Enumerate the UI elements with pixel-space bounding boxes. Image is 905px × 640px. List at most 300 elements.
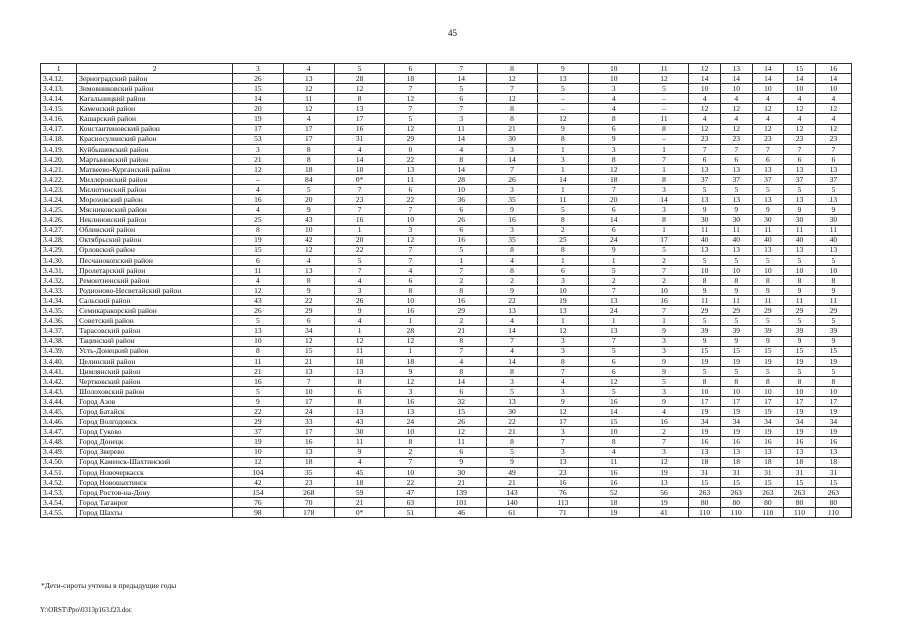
row-name: Город Шахты bbox=[77, 508, 233, 518]
table-cell: 10 bbox=[334, 164, 385, 174]
table-cell: 19 bbox=[537, 296, 588, 306]
table-cell: 3 bbox=[537, 387, 588, 397]
table-cell: 12 bbox=[334, 84, 385, 94]
table-cell: 29 bbox=[233, 417, 284, 427]
table-row bbox=[41, 477, 852, 487]
table-cell: 13 bbox=[537, 457, 588, 467]
table-cell: 28 bbox=[334, 74, 385, 84]
row-name: Зерноградский район bbox=[77, 74, 233, 84]
table-cell: – bbox=[639, 134, 689, 144]
table-cell: 11 bbox=[334, 346, 385, 356]
table-cell: 8 bbox=[639, 215, 689, 225]
table-cell: 35 bbox=[487, 235, 538, 245]
table-cell: 9 bbox=[639, 366, 689, 376]
page-number: 45 bbox=[448, 28, 457, 38]
row-name: Усть-Донецкий район bbox=[77, 346, 233, 356]
table-cell: 6 bbox=[815, 154, 851, 164]
table-cell: 8 bbox=[233, 225, 284, 235]
table-cell: 13 bbox=[815, 195, 851, 205]
row-name: Чертковский район bbox=[77, 376, 233, 386]
table-cell: 31 bbox=[784, 467, 816, 477]
table-cell: 10 bbox=[233, 447, 284, 457]
table-cell: 16 bbox=[233, 195, 284, 205]
table-cell: 30 bbox=[334, 427, 385, 437]
table-cell: 4 bbox=[385, 265, 436, 275]
table-cell: 23 bbox=[537, 467, 588, 477]
table-cell: 3 bbox=[537, 346, 588, 356]
table-cell: 10 bbox=[752, 84, 784, 94]
table-cell: 8 bbox=[752, 275, 784, 285]
table-cell: 7 bbox=[385, 104, 436, 114]
table-cell: 80 bbox=[720, 498, 752, 508]
table-cell: 39 bbox=[784, 326, 816, 336]
table-cell: 1 bbox=[537, 316, 588, 326]
table-cell: 13 bbox=[487, 306, 538, 316]
table-cell: 1 bbox=[639, 316, 689, 326]
table-cell: 6 bbox=[436, 225, 487, 235]
header-cell: 16 bbox=[815, 64, 851, 74]
table-cell: 4 bbox=[537, 376, 588, 386]
table-cell: 45 bbox=[334, 467, 385, 477]
table-cell: 9 bbox=[334, 306, 385, 316]
table-cell: 11 bbox=[720, 225, 752, 235]
row-name: Город Волгодонск bbox=[77, 417, 233, 427]
table-cell: 22 bbox=[283, 296, 334, 306]
table-cell: 41 bbox=[639, 508, 689, 518]
row-code: 3.4.32. bbox=[41, 275, 77, 285]
table-cell: 70 bbox=[283, 498, 334, 508]
table-cell: 18 bbox=[385, 356, 436, 366]
table-cell: 14 bbox=[588, 407, 639, 417]
table-cell: 7 bbox=[537, 437, 588, 447]
table-row bbox=[41, 215, 852, 225]
table-cell: 15 bbox=[588, 417, 639, 427]
table-cell: 2 bbox=[639, 427, 689, 437]
table-cell: 15 bbox=[784, 477, 816, 487]
table-cell: 16 bbox=[334, 215, 385, 225]
table-cell: 34 bbox=[815, 417, 851, 427]
table-cell: 19 bbox=[639, 498, 689, 508]
row-name: Город Зверево bbox=[77, 447, 233, 457]
table-cell: 9 bbox=[639, 397, 689, 407]
table-cell: 8 bbox=[752, 376, 784, 386]
row-code: 3.4.54. bbox=[41, 498, 77, 508]
table-cell: 4 bbox=[334, 144, 385, 154]
table-cell: 8 bbox=[283, 144, 334, 154]
table-cell: 2 bbox=[639, 275, 689, 285]
header-cell: 4 bbox=[283, 64, 334, 74]
table-cell: 19 bbox=[784, 407, 816, 417]
table-cell: 21 bbox=[436, 477, 487, 487]
table-cell: 6 bbox=[436, 205, 487, 215]
table-cell: 9 bbox=[283, 205, 334, 215]
table-cell: 19 bbox=[720, 407, 752, 417]
table-row bbox=[41, 467, 852, 477]
table-cell: 5 bbox=[720, 316, 752, 326]
table-cell: 9 bbox=[487, 457, 538, 467]
table-cell: 8 bbox=[689, 275, 721, 285]
table-cell: 3 bbox=[537, 447, 588, 457]
table-cell: 22 bbox=[233, 407, 284, 417]
table-cell: 16 bbox=[588, 397, 639, 407]
table-cell: 7 bbox=[720, 144, 752, 154]
table-cell: 3 bbox=[487, 225, 538, 235]
table-cell: 5 bbox=[537, 84, 588, 94]
table-cell: 7 bbox=[487, 336, 538, 346]
table-cell: 40 bbox=[815, 235, 851, 245]
table-cell: 15 bbox=[436, 407, 487, 417]
table-cell: 42 bbox=[233, 477, 284, 487]
table-cell: 13 bbox=[815, 164, 851, 174]
table-row bbox=[41, 407, 852, 417]
table-cell: 19 bbox=[752, 356, 784, 366]
table-cell: 9 bbox=[752, 286, 784, 296]
table-cell: 5 bbox=[639, 84, 689, 94]
row-name: Город Азов bbox=[77, 397, 233, 407]
table-cell: 33 bbox=[283, 417, 334, 427]
table-cell: 9 bbox=[752, 336, 784, 346]
row-name: Советский район bbox=[77, 316, 233, 326]
table-cell: 21 bbox=[233, 154, 284, 164]
table-cell: 13 bbox=[752, 195, 784, 205]
table-cell: 14 bbox=[815, 74, 851, 84]
table-cell: 4 bbox=[233, 185, 284, 195]
table-cell: 9 bbox=[436, 457, 487, 467]
table-cell: 13 bbox=[334, 407, 385, 417]
table-cell: 23 bbox=[752, 134, 784, 144]
table-cell: 110 bbox=[752, 508, 784, 518]
table-cell: 12 bbox=[487, 94, 538, 104]
table-cell: 3 bbox=[487, 185, 538, 195]
row-name: Песчанокопский район bbox=[77, 255, 233, 265]
table-row bbox=[41, 397, 852, 407]
table-cell: 76 bbox=[233, 498, 284, 508]
row-name: Константиновский район bbox=[77, 124, 233, 134]
table-cell: 15 bbox=[283, 346, 334, 356]
table-cell: 5 bbox=[689, 185, 721, 195]
table-cell: 12 bbox=[385, 336, 436, 346]
table-cell: 13 bbox=[537, 74, 588, 84]
table-cell: 12 bbox=[815, 124, 851, 134]
table-cell: 30 bbox=[487, 407, 538, 417]
table-row bbox=[41, 195, 852, 205]
table-cell: 29 bbox=[436, 306, 487, 316]
table-cell: 8 bbox=[487, 104, 538, 114]
table-cell: 46 bbox=[436, 508, 487, 518]
table-cell: 9 bbox=[815, 205, 851, 215]
table-cell: 3 bbox=[639, 205, 689, 215]
table-cell: 32 bbox=[436, 397, 487, 407]
table-cell: 22 bbox=[385, 154, 436, 164]
table-cell: 16 bbox=[385, 306, 436, 316]
table-cell: 16 bbox=[639, 417, 689, 427]
table-cell: 21 bbox=[487, 124, 538, 134]
table-cell: 7 bbox=[815, 144, 851, 154]
table-cell: 16 bbox=[689, 437, 721, 447]
table-cell: 5 bbox=[487, 447, 538, 457]
table-cell: 1 bbox=[588, 255, 639, 265]
table-cell: 12 bbox=[385, 235, 436, 245]
table-cell: 8 bbox=[334, 94, 385, 104]
table-cell: 8 bbox=[487, 366, 538, 376]
table-cell: 13 bbox=[283, 447, 334, 457]
table-cell: 18 bbox=[283, 164, 334, 174]
table-cell: 12 bbox=[639, 457, 689, 467]
table-cell: 8 bbox=[720, 275, 752, 285]
table-cell: 15 bbox=[689, 346, 721, 356]
table-cell: 9 bbox=[784, 286, 816, 296]
table-cell: 12 bbox=[537, 114, 588, 124]
table-cell: 7 bbox=[385, 205, 436, 215]
table-cell: 14 bbox=[487, 154, 538, 164]
table-cell: 9 bbox=[639, 356, 689, 366]
table-cell: 12 bbox=[283, 104, 334, 114]
table-cell: 17 bbox=[283, 397, 334, 407]
table-cell: 11 bbox=[752, 225, 784, 235]
header-row bbox=[41, 64, 852, 74]
row-code: 3.4.52. bbox=[41, 477, 77, 487]
table-cell: 43 bbox=[334, 417, 385, 427]
table-cell: 13 bbox=[720, 245, 752, 255]
table-cell: 8 bbox=[815, 376, 851, 386]
table-cell: 10 bbox=[283, 225, 334, 235]
table-cell: 30 bbox=[752, 215, 784, 225]
table-cell: 12 bbox=[385, 376, 436, 386]
table-cell: 12 bbox=[537, 326, 588, 336]
table-cell: 6 bbox=[385, 185, 436, 195]
table-cell: 10 bbox=[385, 215, 436, 225]
row-name: Зимовниковский район bbox=[77, 84, 233, 94]
table-row bbox=[41, 144, 852, 154]
table-cell: 7 bbox=[385, 457, 436, 467]
row-code: 3.4.48. bbox=[41, 437, 77, 447]
row-name: Каменский район bbox=[77, 104, 233, 114]
header-cell: 2 bbox=[77, 64, 233, 74]
table-cell: 17 bbox=[537, 417, 588, 427]
table-cell: 9 bbox=[815, 336, 851, 346]
table-cell: 26 bbox=[436, 417, 487, 427]
table-cell: 5 bbox=[784, 316, 816, 326]
table-cell: 2 bbox=[436, 275, 487, 285]
table-cell: 1 bbox=[334, 225, 385, 235]
table-cell: 13 bbox=[720, 447, 752, 457]
table-cell: 18 bbox=[588, 498, 639, 508]
table-cell: 9 bbox=[283, 286, 334, 296]
row-name: Обливский район bbox=[77, 225, 233, 235]
table-cell: 29 bbox=[815, 306, 851, 316]
table-cell: 6 bbox=[436, 387, 487, 397]
table-cell: 17 bbox=[720, 397, 752, 407]
table-cell: 11 bbox=[689, 296, 721, 306]
table-cell: 4 bbox=[588, 104, 639, 114]
table-cell: 11 bbox=[334, 437, 385, 447]
table-cell: 15 bbox=[720, 346, 752, 356]
row-name: Куйбышевский район bbox=[77, 144, 233, 154]
table-row bbox=[41, 356, 852, 366]
table-cell: 11 bbox=[815, 225, 851, 235]
table-cell: 16 bbox=[752, 437, 784, 447]
table-cell: 11 bbox=[784, 296, 816, 306]
table-row bbox=[41, 508, 852, 518]
table-cell: 3 bbox=[639, 447, 689, 457]
table-row bbox=[41, 134, 852, 144]
table-cell: 1 bbox=[537, 185, 588, 195]
row-code: 3.4.27. bbox=[41, 225, 77, 235]
table-cell: 24 bbox=[588, 306, 639, 316]
table-cell: 7 bbox=[436, 265, 487, 275]
table-cell: 18 bbox=[784, 457, 816, 467]
table-cell: 23 bbox=[689, 134, 721, 144]
table-cell: 11 bbox=[752, 296, 784, 306]
table-cell: 11 bbox=[784, 225, 816, 235]
table-cell: 9 bbox=[689, 336, 721, 346]
table-cell: 12 bbox=[283, 84, 334, 94]
table-cell: 59 bbox=[334, 487, 385, 497]
table-cell: 24 bbox=[385, 417, 436, 427]
table-row bbox=[41, 175, 852, 185]
table-cell: 8 bbox=[815, 275, 851, 285]
table-cell: 10 bbox=[815, 84, 851, 94]
table-cell: 5 bbox=[334, 255, 385, 265]
table-cell: 14 bbox=[720, 74, 752, 84]
table-cell: 1 bbox=[385, 316, 436, 326]
table-cell: 8 bbox=[537, 215, 588, 225]
table-cell: 13 bbox=[487, 397, 538, 407]
table-cell: 13 bbox=[283, 74, 334, 84]
table-cell: 5 bbox=[720, 366, 752, 376]
table-cell: 8 bbox=[487, 245, 538, 255]
table-cell: 16 bbox=[720, 437, 752, 447]
table-cell: 31 bbox=[752, 467, 784, 477]
table-cell: 12 bbox=[283, 245, 334, 255]
row-name: Город Батайск bbox=[77, 407, 233, 417]
table-cell: – bbox=[233, 175, 284, 185]
table-row bbox=[41, 185, 852, 195]
table-cell: 39 bbox=[815, 326, 851, 336]
row-code: 3.4.55. bbox=[41, 508, 77, 518]
table-cell: 7 bbox=[385, 245, 436, 255]
table-cell: 5 bbox=[752, 316, 784, 326]
table-cell: 12 bbox=[784, 104, 816, 114]
table-cell: 9 bbox=[537, 397, 588, 407]
table-cell: 15 bbox=[815, 477, 851, 487]
table-cell: 40 bbox=[720, 235, 752, 245]
table-cell: – bbox=[537, 104, 588, 114]
table-cell: 11 bbox=[639, 114, 689, 124]
table-cell: 8 bbox=[537, 134, 588, 144]
table-cell: 3 bbox=[487, 376, 538, 386]
table-cell: 10 bbox=[689, 387, 721, 397]
table-cell: 19 bbox=[588, 508, 639, 518]
table-cell: 110 bbox=[689, 508, 721, 518]
table-cell: 178 bbox=[283, 508, 334, 518]
table-cell: 6 bbox=[588, 366, 639, 376]
table-cell: 19 bbox=[639, 467, 689, 477]
table-cell: 71 bbox=[537, 508, 588, 518]
table-cell: 12 bbox=[720, 124, 752, 134]
table-cell: 8 bbox=[283, 275, 334, 285]
table-cell: 9 bbox=[784, 205, 816, 215]
table-cell: 22 bbox=[487, 417, 538, 427]
table-cell: 10 bbox=[784, 265, 816, 275]
table-cell: 110 bbox=[815, 508, 851, 518]
table-cell: 14 bbox=[436, 134, 487, 144]
table-cell: 4 bbox=[752, 114, 784, 124]
table-cell: 5 bbox=[752, 255, 784, 265]
table-cell: 80 bbox=[752, 498, 784, 508]
table-cell: 12 bbox=[689, 104, 721, 114]
row-name: Красносулинский район bbox=[77, 134, 233, 144]
table-cell: 5 bbox=[720, 255, 752, 265]
table-cell: 7 bbox=[334, 185, 385, 195]
table-cell: 12 bbox=[752, 124, 784, 134]
table-cell: 5 bbox=[784, 255, 816, 265]
table-cell: 10 bbox=[689, 84, 721, 94]
table-row bbox=[41, 74, 852, 84]
table-cell: 34 bbox=[752, 417, 784, 427]
table-cell: 8 bbox=[588, 114, 639, 124]
table-cell: 40 bbox=[752, 235, 784, 245]
table-cell: 12 bbox=[233, 286, 284, 296]
row-code: 3.4.44. bbox=[41, 397, 77, 407]
table-cell: 35 bbox=[283, 467, 334, 477]
table-cell: 11 bbox=[436, 437, 487, 447]
table-cell: 12 bbox=[436, 427, 487, 437]
table-cell: 4 bbox=[334, 316, 385, 326]
table-cell: 12 bbox=[334, 336, 385, 346]
table-cell: 42 bbox=[283, 235, 334, 245]
row-code: 3.4.26. bbox=[41, 215, 77, 225]
row-code: 3.4.16. bbox=[41, 114, 77, 124]
table-cell: 7 bbox=[487, 164, 538, 174]
table-cell: 13 bbox=[784, 447, 816, 457]
table-cell: 5 bbox=[752, 185, 784, 195]
table-cell: 8 bbox=[436, 366, 487, 376]
table-cell: 5 bbox=[815, 316, 851, 326]
row-code: 3.4.45. bbox=[41, 407, 77, 417]
table-cell: 39 bbox=[752, 326, 784, 336]
table-cell: 4 bbox=[752, 94, 784, 104]
table-cell: 15 bbox=[815, 346, 851, 356]
table-cell: 26 bbox=[233, 306, 284, 316]
table-cell: 10 bbox=[784, 387, 816, 397]
row-code: 3.4.36. bbox=[41, 316, 77, 326]
table-cell: 10 bbox=[752, 387, 784, 397]
footnote: *Дети-сироты учтены в предыдущие годы bbox=[41, 581, 177, 590]
table-cell: 13 bbox=[334, 366, 385, 376]
table-cell: 4 bbox=[283, 114, 334, 124]
table-cell: 7 bbox=[639, 265, 689, 275]
row-code: 3.4.22. bbox=[41, 175, 77, 185]
data-table bbox=[40, 63, 852, 518]
table-cell: 2 bbox=[487, 275, 538, 285]
table-cell: 9 bbox=[752, 205, 784, 215]
table-cell: 37 bbox=[689, 175, 721, 185]
table-cell: 13 bbox=[334, 104, 385, 114]
table-row bbox=[41, 487, 852, 497]
table-cell: 21 bbox=[334, 498, 385, 508]
row-code: 3.4.49. bbox=[41, 447, 77, 457]
table-cell: 13 bbox=[283, 265, 334, 275]
table-cell: 11 bbox=[815, 296, 851, 306]
table-cell: 15 bbox=[689, 477, 721, 487]
table-cell: 13 bbox=[588, 326, 639, 336]
table-row bbox=[41, 417, 852, 427]
table-cell: 3 bbox=[639, 185, 689, 195]
table-cell: 3 bbox=[233, 144, 284, 154]
table-cell: 5 bbox=[815, 185, 851, 195]
table-cell: 39 bbox=[720, 326, 752, 336]
